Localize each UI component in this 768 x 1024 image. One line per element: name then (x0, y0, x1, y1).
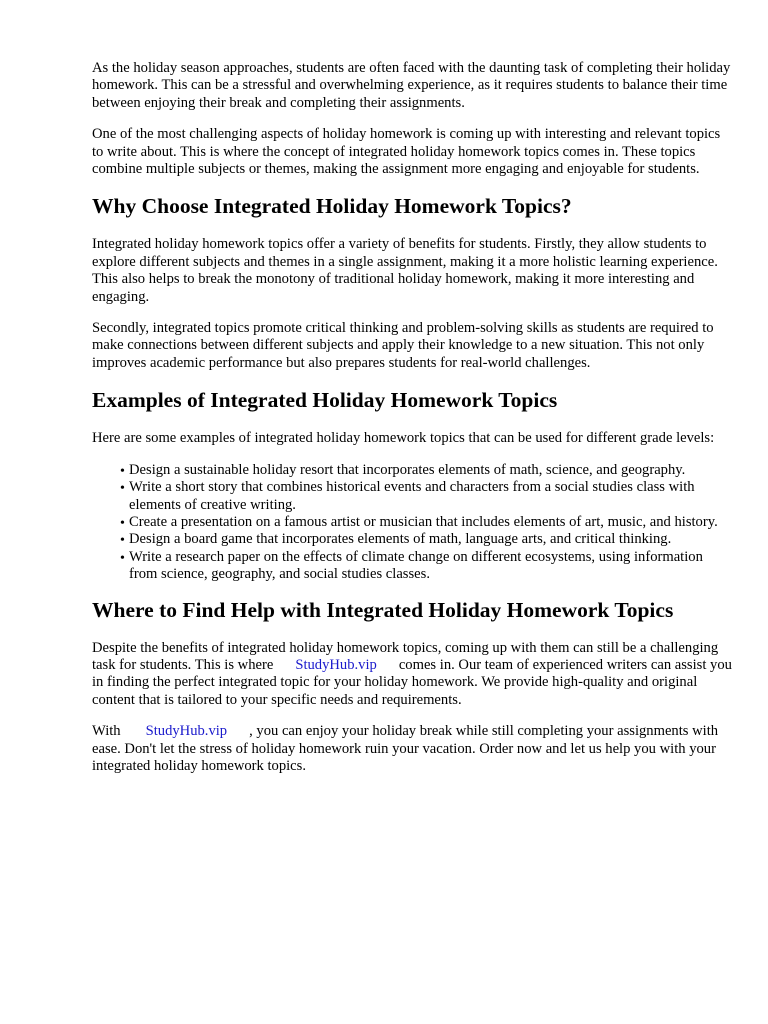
why-paragraph-1: Integrated holiday homework topics offer a variety of benefits for students. Firstly, they allow students to explore different subjects and themes in a single assignment, making it a more holistic learning experience. This also helps to break the monotony of traditional holiday homework, making it more interesting and engaging. (92, 236, 718, 305)
list-item: • Create a presentation on a famous artist or musician that includes elements of art, music, and history. (121, 514, 732, 531)
document-page (92, 60, 732, 789)
help-p2-text-before: With (92, 723, 121, 740)
examples-list (92, 462, 732, 584)
list-item: • Write a research paper on the effects of climate change on different ecosystems, using information from science, geography, and social studies classes. (121, 549, 732, 584)
intro-paragraph-1: As the holiday season approaches, students are often faced with the daunting task of completing their holiday homework. This can be a stressful and overwhelming experience, as it requires students to balance their time between enjoying their break and completing their assignments. (92, 60, 731, 111)
list-item: • Design a board game that incorporates elements of math, language arts, and critical thinking. (121, 531, 732, 548)
help-p1-text-before: Despite the benefits of integrated holiday homework topics, coming up with them can still be a challenging task for students. This is where (92, 639, 719, 673)
help-p2-text-after: , you can enjoy your holiday break while still completing your assignments with ease. Don't let the stress of holiday homework ruin your vacation. Order now and let us help you with your integrated holiday homework topics. (92, 723, 719, 774)
studyhub-link[interactable]: StudyHub.vip (145, 723, 228, 740)
help-paragraph-1 (92, 640, 732, 710)
examples-heading: Examples of Integrated Holiday Homework Topics (92, 388, 558, 413)
list-item: • Write a short story that combines historical events and characters from a social studies class with elements of creative writing. (121, 479, 732, 514)
intro-paragraph-2: One of the most challenging aspects of holiday homework is coming up with interesting and relevant topics to write about. This is where the concept of integrated holiday homework topics comes in. These topics combine multiple subjects or themes, making the assignment more engaging and enjoyable for students. (92, 126, 721, 178)
studyhub-link[interactable]: StudyHub.vip (295, 656, 377, 673)
help-p1-text-after: comes in. Our team of experienced writers can assist you in finding the perfect integrated topic for your holiday homework. We provide high-quality and original content that is tailored to your specific needs and requirements. (92, 656, 732, 708)
help-paragraph-2 (92, 723, 732, 775)
examples-intro: Here are some examples of integrated holiday homework topics that can be used for different grade levels: (92, 430, 715, 447)
why-heading: Why Choose Integrated Holiday Homework Topics? (92, 194, 572, 219)
why-paragraph-2: Secondly, integrated topics promote critical thinking and problem-solving skills as students are required to make connections between different subjects and apply their knowledge to a new situation. This not only improves academic performance but also prepares students for real-world challenges. (92, 320, 714, 371)
help-heading: Where to Find Help with Integrated Holiday Homework Topics (92, 597, 674, 622)
list-item: • Design a sustainable holiday resort that incorporates elements of math, science, and geography. (121, 462, 732, 479)
